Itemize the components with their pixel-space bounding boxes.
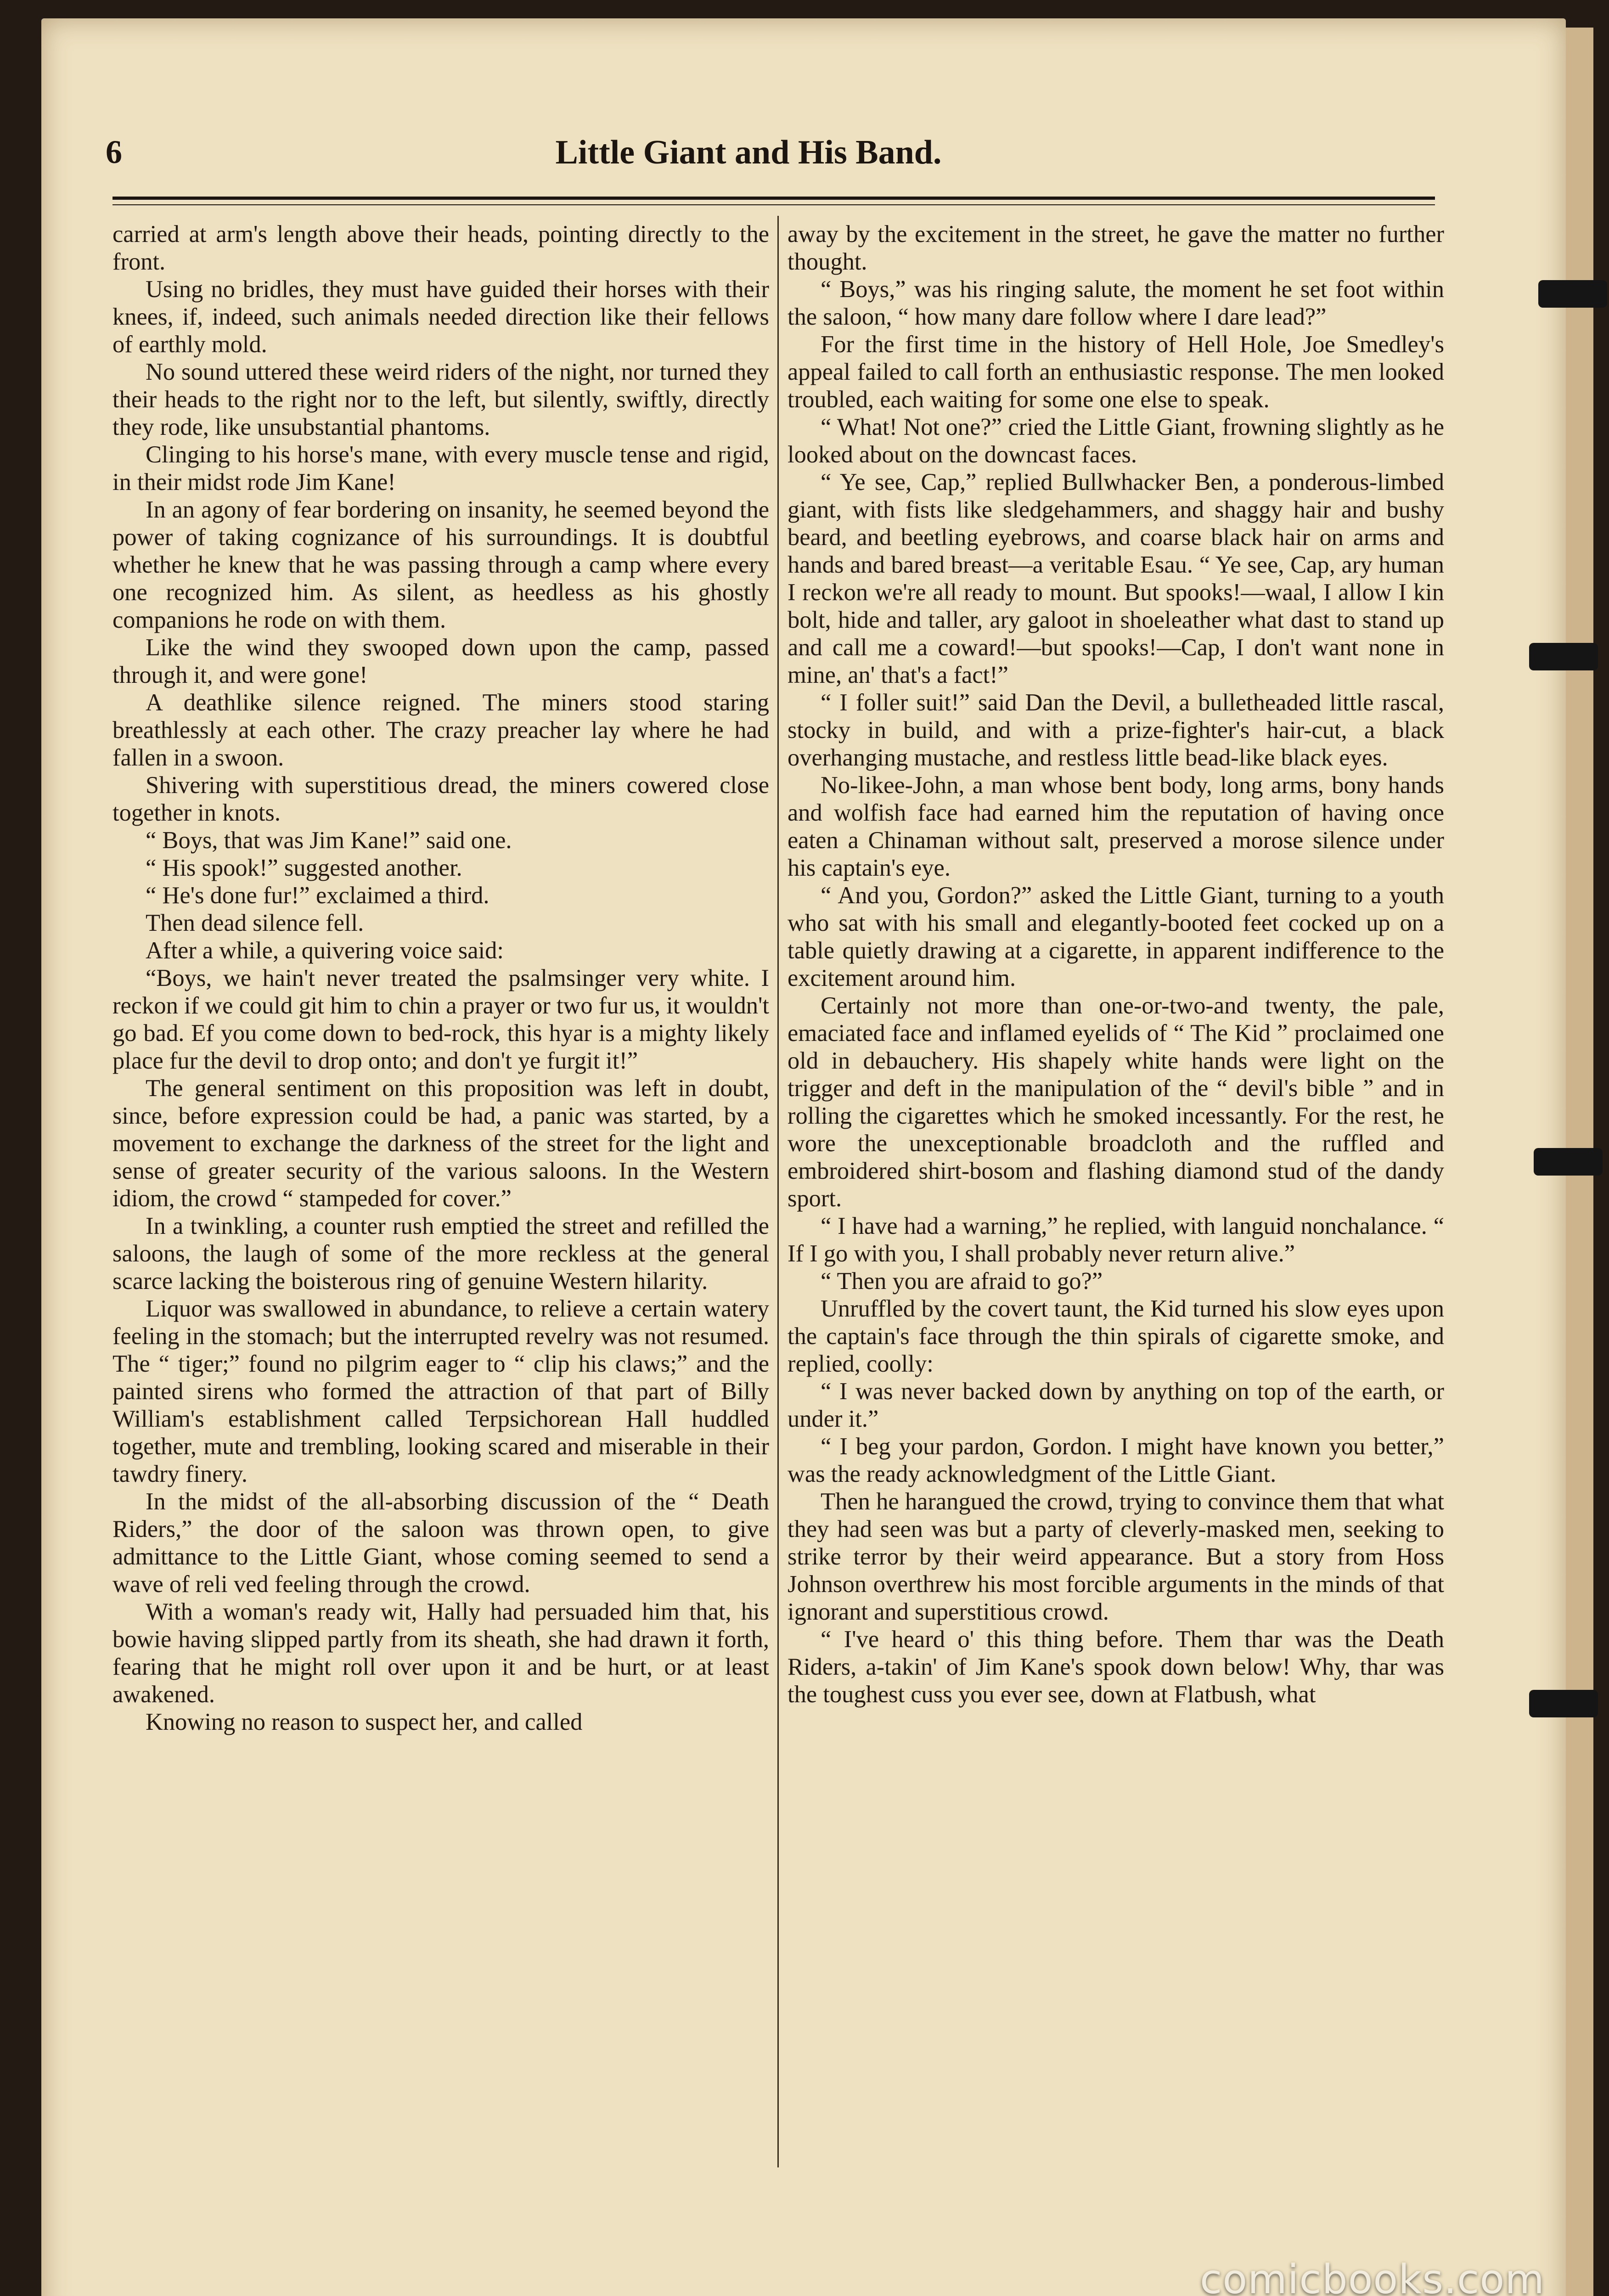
paragraph: Knowing no reason to suspect her, and called [146, 1709, 583, 1735]
paragraph: Then dead silence fell. [146, 910, 364, 936]
right-column [788, 220, 1444, 2167]
paragraph: With a woman's ready wit, Hally had persuaded him that, his bowie having slipped partly from its sheath, she had drawn it forth, fearing that he might roll over upon it and be hurt, or at least awakened. [113, 1598, 769, 1708]
paragraph: “Boys, we hain't never treated the psalmsinger very white. I reckon if we could git him to chin a prayer or two fur us, it wouldn't go bad. Ef you come down to bed-rock, this hyar is a mighty likely place fur the devil to drop onto; and don't ye furgit it!” [113, 965, 769, 1074]
watermark: comicbooks.com [1199, 2256, 1545, 2296]
paragraph: “ Boys, that was Jim Kane!” said one. [146, 827, 512, 854]
paragraph: “ Boys,” was his ringing salute, the moment he set foot within the saloon, “ how many dare follow where I dare lead?” [788, 276, 1444, 330]
paragraph: “ I have had a warning,” he replied, with languid nonchalance. “ If I go with you, I shall probably never return alive.” [788, 1213, 1444, 1267]
paragraph: “ Then you are afraid to go?” [821, 1268, 1103, 1294]
paragraph: Then he harangued the crowd, trying to convince them that what they had seen was but a party of cleverly-masked men, seeking to strike terror by their weird appearance. But a story from Hoss Johnson overthrew his most forcible arguments in the minds of that ignorant and superstitious crowd. [788, 1488, 1444, 1625]
column-divider [777, 216, 779, 2167]
binding-tab [1529, 1690, 1598, 1717]
paragraph: “ And you, Gordon?” asked the Little Giant, turning to a youth who sat with his small and elegantly-booted feet cocked up on a table quietly drawing at a cigarette, in apparent indifference to the excitement around him. [788, 882, 1444, 991]
paragraph: Shivering with superstitious dread, the miners cowered close together in knots. [113, 772, 769, 826]
binding-tab [1538, 280, 1607, 308]
paragraph: Certainly not more than one-or-two-and twenty, the pale, emaciated face and inflamed eyelids of “ The Kid ” proclaimed one old in debauchery. His shapely white hands were light on the trigger and deft in the manipulation of the “ devil's bible ” and in rolling the cigarettes which he smoked incessantly. For the rest, he wore the unexceptionable broadcloth and the ruffled and embroidered shirt-bosom and flashing diamond stud of the dandy sport. [788, 992, 1444, 1212]
paragraph: away by the excitement in the street, he gave the matter no further thought. [788, 221, 1444, 275]
paragraph: Clinging to his horse's mane, with every muscle tense and rigid, in their midst rode Jim Kane! [113, 441, 769, 495]
paragraph: “ I was never backed down by anything on top of the earth, or under it.” [788, 1378, 1444, 1432]
paragraph: Unruffled by the covert taunt, the Kid turned his slow eyes upon the captain's face through the thin spirals of cigarette smoke, and replied, coolly: [788, 1295, 1444, 1377]
header-rule-thin [113, 204, 1435, 205]
paragraph: “ I beg your pardon, Gordon. I might have known you better,” was the ready acknowledgment of the Little Giant. [788, 1433, 1444, 1487]
paragraph: “ His spook!” suggested another. [146, 855, 462, 881]
binding-tab [1529, 643, 1598, 670]
paragraph: carried at arm's length above their heads, pointing directly to the front. [113, 221, 769, 275]
paragraph: A deathlike silence reigned. The miners stood staring breathlessly at each other. The crazy preacher lay where he had fallen in a swoon. [113, 689, 769, 771]
paragraph: For the first time in the history of Hell Hole, Joe Smedley's appeal failed to call forth an enthusiastic response. The men looked troubled, each waiting for some one else to speak. [788, 331, 1444, 413]
left-column [113, 220, 769, 2167]
paragraph: In a twinkling, a counter rush emptied the street and refilled the saloons, the laugh of some of the more reckless at the general scarce lacking the boisterous ring of genuine Western hilarity. [113, 1213, 769, 1294]
paragraph: In an agony of fear bordering on insanity, he seemed beyond the power of taking cognizance of his surroundings. It is doubtful whether he knew that he was passing through a camp where every one recognized him. As silent, as heedless as his ghostly companions he rode on with them. [113, 496, 769, 633]
paragraph: “ He's done fur!” exclaimed a third. [146, 882, 489, 909]
paragraph: “ What! Not one?” cried the Little Giant, frowning slightly as he looked about on the downcast faces. [788, 414, 1444, 468]
paragraph: The general sentiment on this proposition was left in doubt, since, before expression could be had, a panic was started, by a movement to exchange the darkness of the street for the light and sense of greater security of the various saloons. In the Western idiom, the crowd “ stampeded for cover.” [113, 1075, 769, 1212]
paragraph: “ I've heard o' this thing before. Them thar was the Death Riders, a-takin' of Jim Kane's spook down below! Why, thar was the toughest cuss you ever see, down at Flatbush, what [788, 1626, 1444, 1708]
paragraph: After a while, a quivering voice said: [146, 937, 504, 964]
header-rule [113, 197, 1435, 200]
paragraph: No-likee-John, a man whose bent body, long arms, bony hands and wolfish face had earned him the reputation of having once eaten a Chinaman without salt, preserved a morose silence under his captain's eye. [788, 772, 1444, 881]
paragraph: “ I foller suit!” said Dan the Devil, a bulletheaded little rascal, stocky in build, and with a prize-fighter's hair-cut, a black overhanging mustache, and restless little bead-like black eyes. [788, 689, 1444, 771]
page-header [69, 133, 1428, 184]
paragraph: Using no bridles, they must have guided their horses with their knees, if, indeed, such animals needed direction like their fellows of earthly mold. [113, 276, 769, 358]
page-number: 6 [106, 134, 122, 170]
paragraph: In the midst of the all-absorbing discussion of the “ Death Riders,” the door of the saloon was thrown open, to give admittance to the Little Giant, whose coming seemed to send a wave of reli ved feeling through the crowd. [113, 1488, 769, 1598]
running-title: Little Giant and His Band. [555, 134, 942, 171]
paragraph: “ Ye see, Cap,” replied Bullwhacker Ben, a ponderous-limbed giant, with fists like sledgehammers, and shaggy hair and bushy beard, and beetling eyebrows, and coarse black hair on arms and hands and bared breast—a veritable Esau. “ Ye see, Cap, ary human I reckon we're all ready to mount. But spooks!—waal, I allow I kin bolt, hide and taller, ary galoot in shoeleather what dast to stand up and call me a coward!—but spooks!—Cap, I don't want none in mine, an' that's a fact!” [788, 469, 1444, 688]
paragraph: No sound uttered these weird riders of the night, nor turned they their heads to the right nor to the left, but silently, swiftly, directly they rode, like unsubstantial phantoms. [113, 359, 769, 440]
paragraph: Liquor was swallowed in abundance, to relieve a certain watery feeling in the stomach; but the interrupted revelry was not resumed. The “ tiger;” found no pilgrim eager to “ clip his claws;” and the painted sirens who formed the attraction of that part of Billy William's establishment called Terpsichorean Hall huddled together, mute and trembling, looking scared and miserable in their tawdry finery. [113, 1295, 769, 1487]
binding-tab [1534, 1148, 1603, 1176]
paragraph: Like the wind they swooped down upon the camp, passed through it, and were gone! [113, 634, 769, 688]
